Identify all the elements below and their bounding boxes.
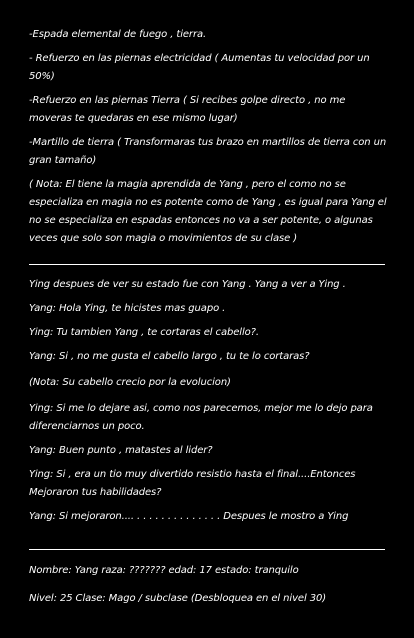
status-name-line: Nombre: Yang raza: ??????? edad: 17 estado: tranquilo [29, 565, 299, 576]
divider [29, 264, 385, 265]
dialogue-line: Ying: Si , era un tio muy divertido resistio hasta el final....Entonces Mejoraron tus habilidades? [29, 469, 356, 498]
magic-note: ( Nota: El tiene la magia aprendida de Yang , pero el como no se especializa en magia no es potente como de Yang , es igual para Yang el no se especializa en espadas entonces no va a ser potente, o algunas veces que solo son magia o movimientos de su clase ) [29, 179, 387, 244]
dialogue-line: Yang: Si mejoraron.... . . . . . . . . . . . . . . Despues le mostro a Ying [29, 511, 349, 522]
dialogue-line: Ying: Tu tambien Yang , te cortaras el cabello?. [29, 327, 259, 338]
ability-electric-legs: - Refuerzo en las piernas electricidad ( Aumentas tu velocidad por un 50%) [29, 53, 370, 82]
dialogue-line: Yang: Buen punto , matastes al lider? [29, 445, 213, 456]
hair-note: (Nota: Su cabello crecio por la evolucion) [29, 377, 231, 388]
status-level-line: Nivel: 25 Clase: Mago / subclase (Desbloquea en el nivel 30) [29, 593, 327, 604]
ability-earth-legs: -Refuerzo en las piernas Tierra ( Si recibes golpe directo , no me moveras te quedaras en ese mismo lugar) [29, 95, 346, 124]
dialogue-line: Yang: Si , no me gusta el cabello largo , tu te lo cortaras? [29, 351, 310, 362]
narration-line: Ying despues de ver su estado fue con Yang . Yang a ver a Ying . [29, 279, 346, 290]
dialogue-line: Ying: Si me lo dejare asi, como nos parecemos, mejor me lo dejo para diferenciarnos un poco. [29, 403, 373, 432]
ability-fire-earth-sword: -Espada elemental de fuego , tierra. [29, 29, 207, 40]
divider [29, 549, 385, 550]
dialogue-line: Yang: Hola Ying, te hicistes mas guapo . [29, 303, 226, 314]
ability-earth-hammer: -Martillo de tierra ( Transformaras tus brazo en martillos de tierra con un gran tamaño) [29, 137, 387, 166]
